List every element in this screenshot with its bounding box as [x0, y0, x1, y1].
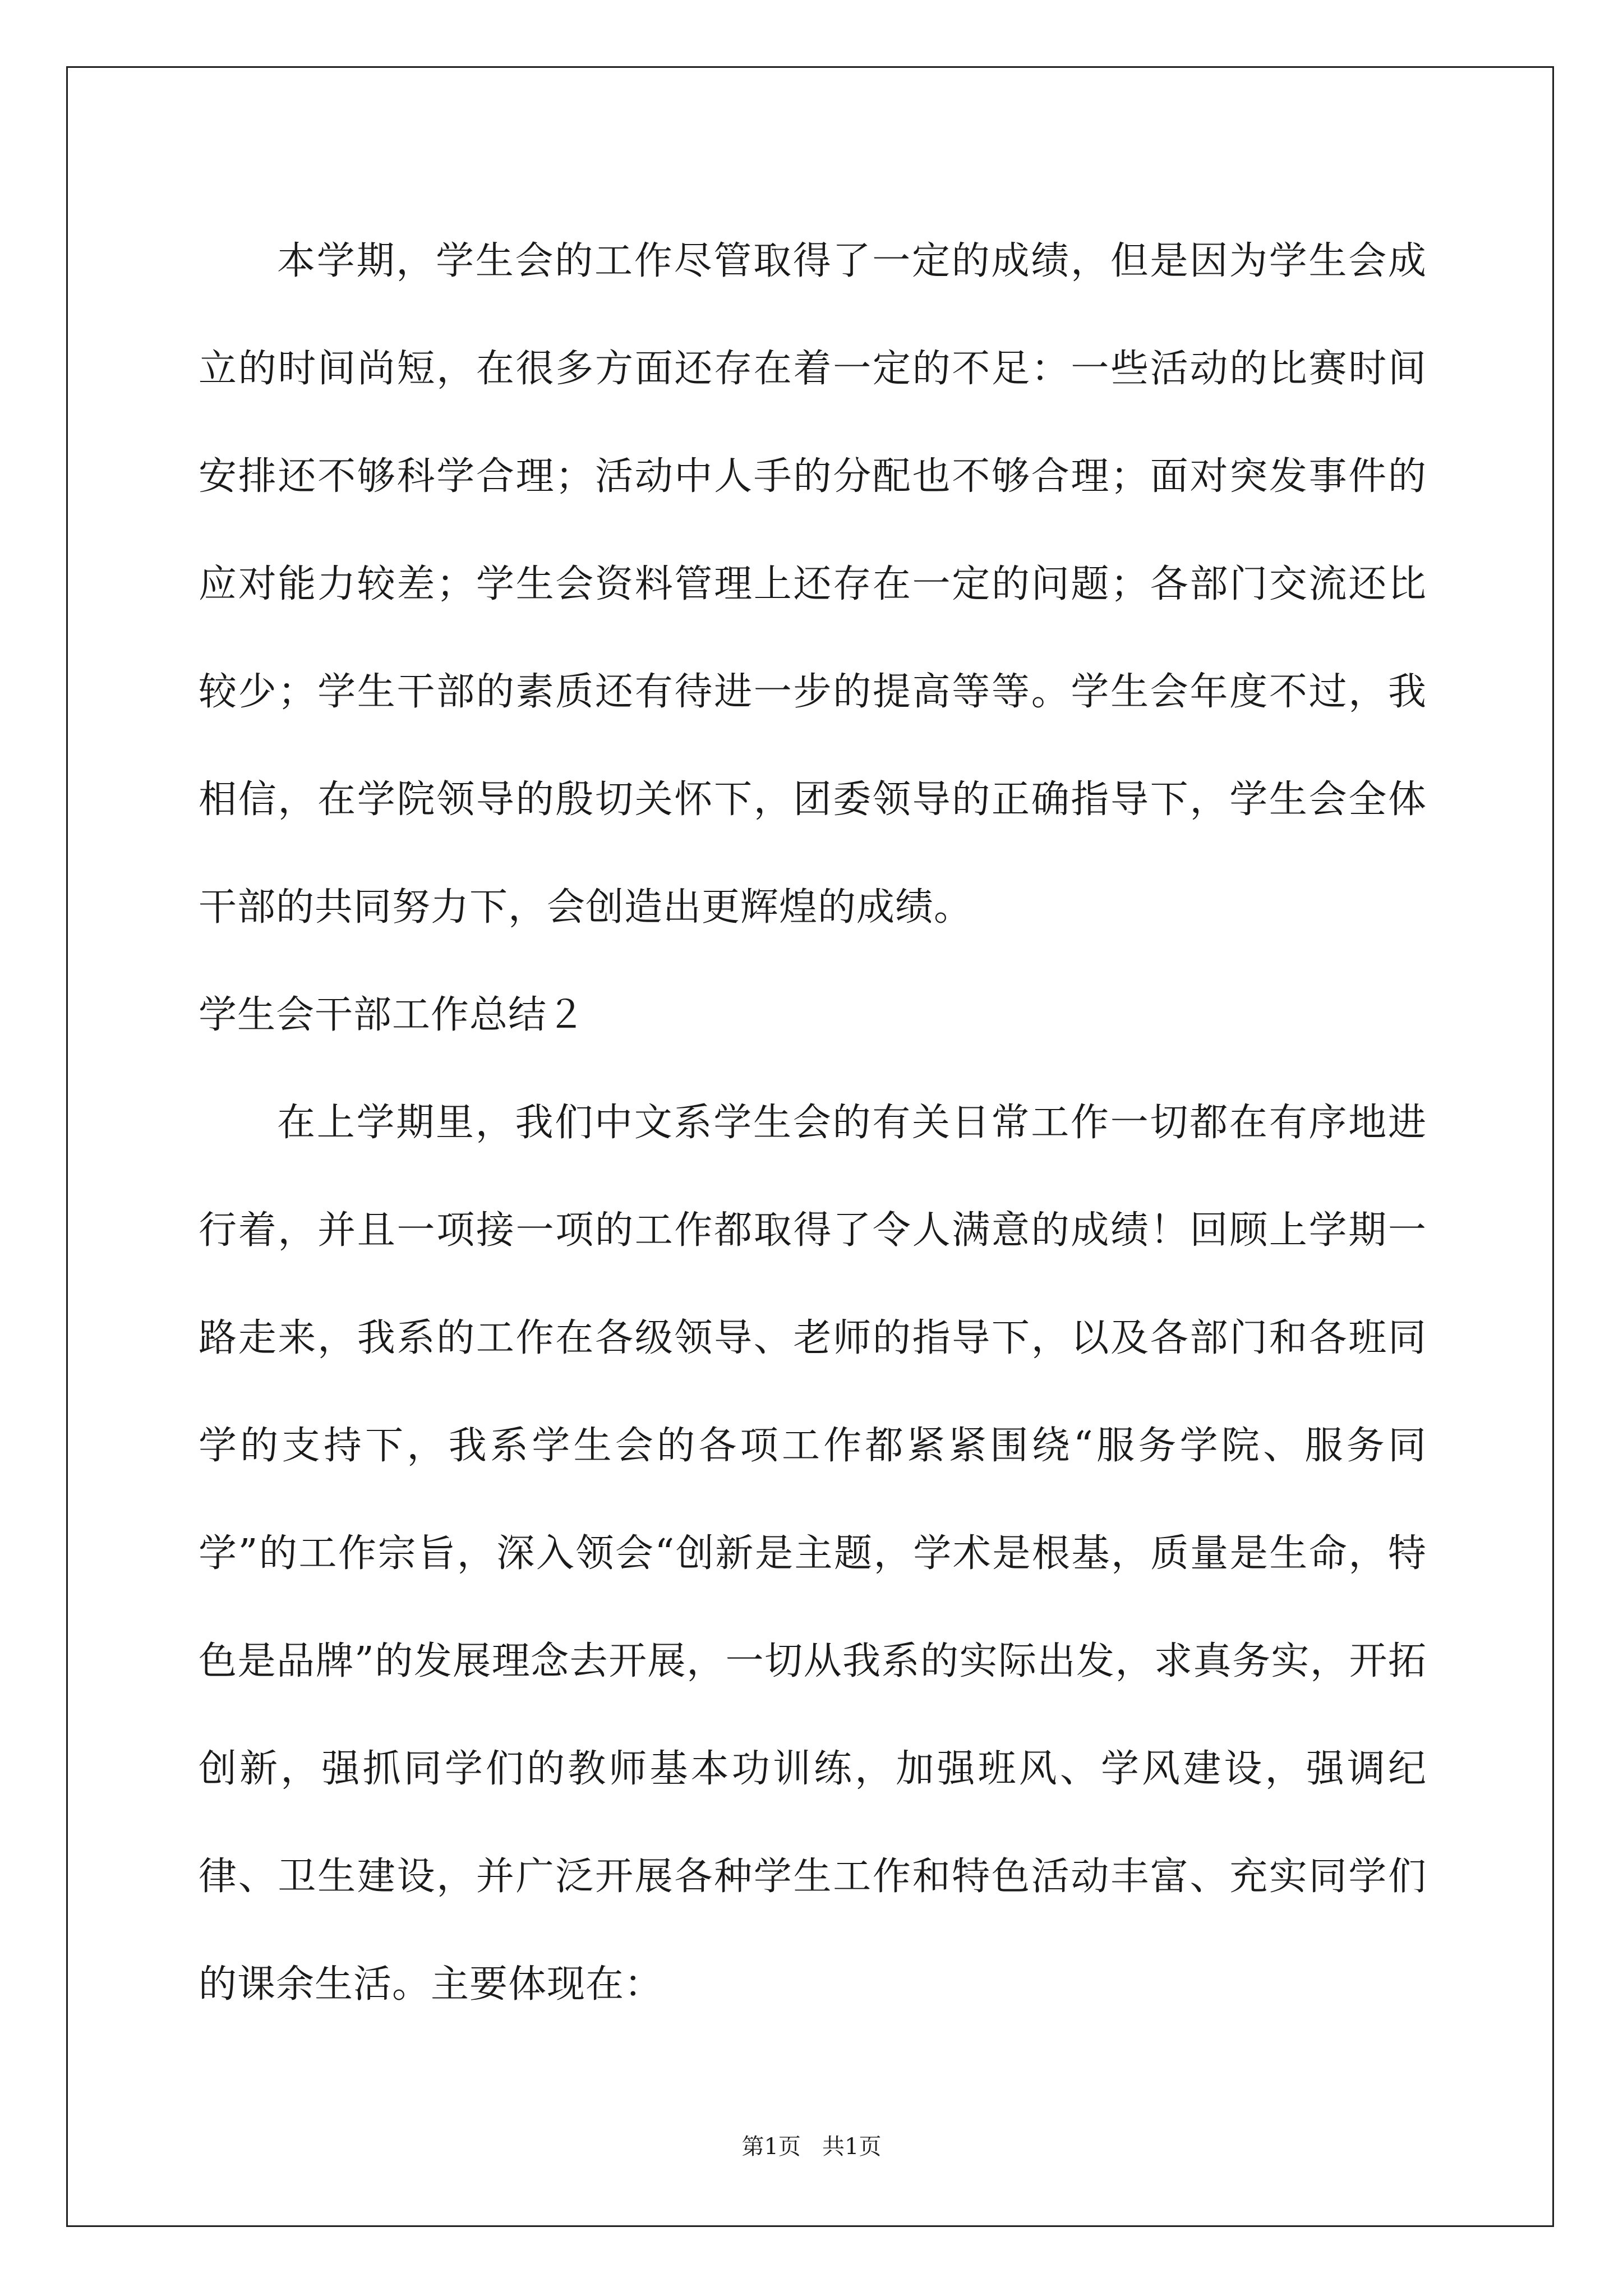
section-heading: 学生会干部工作总结２ [199, 993, 586, 1037]
paragraph-2: 在上学期里，我们中文系学生会的有关日常工作一切都在有序地进行着，并且一项接一项的工作都取得了令人满意的成绩！回顾上学期一路走来，我系的工作在各级领导、老师的指导下，以及各部门和各班同学的支持下，我系学生会的各项工作都紧紧围绕“服务学院、服务同学”的工作宗旨，深入领会“创新是主题，学术是根基，质量是生命，特色是品牌”的发展理念去开展，一切从我系的实际出发，求真务实，开拓创新，强抓同学们的教师基本功训练，加强班风、学风建设，强调纪律、卫生建设，并广泛开展各种学生工作和特色活动丰富、充实同学们的课余生活。主要体现在： [199, 1101, 1427, 2007]
paragraph-1: 本学期，学生会的工作尽管取得了一定的成绩，但是因为学生会成立的时间尚短，在很多方面还存在着一定的不足：一些活动的比赛时间安排还不够科学合理；活动中人手的分配也不够合理；面对突发事件的应对能力较差；学生会资料管理上还存在一定的问题；各部门交流还比较少；学生干部的素质还有待进一步的提高等等。学生会年度不过，我相信，在学院领导的殷切关怀下，团委领导的正确指导下，学生会全体干部的共同努力下，会创造出更辉煌的成绩。 [199, 239, 1427, 930]
page-footer: 第1页 共1页 [741, 2134, 882, 2160]
document-body [199, 208, 1427, 2039]
